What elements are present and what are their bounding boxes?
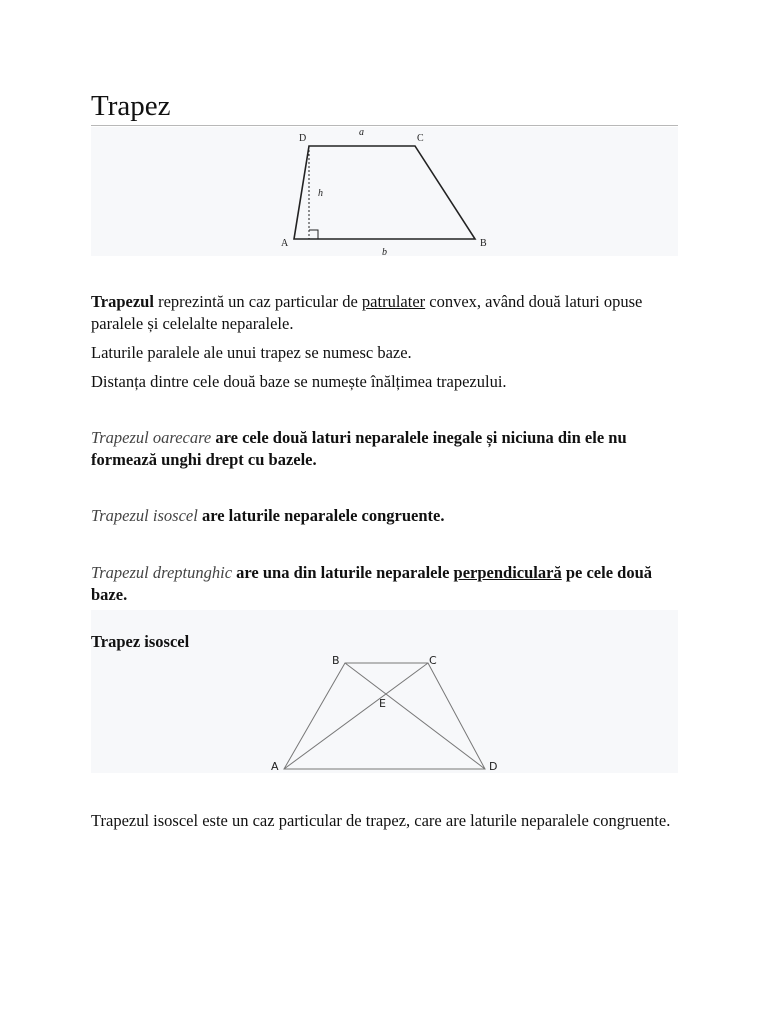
right-angle-marker — [309, 230, 318, 239]
diagonal-ac — [284, 663, 428, 769]
diagonal-bd — [345, 663, 485, 769]
paragraph-height: Distanța dintre cele două baze se numește înălțimea trapezului. — [91, 372, 507, 391]
vertex-label-d: D — [489, 760, 498, 773]
dreptunghic-text-1: are una din laturile neparalele — [232, 563, 454, 582]
paragraph-bases: Laturile paralele ale unui trapez se numesc baze. — [91, 343, 412, 362]
term-trapezul-oarecare: Trapezul oarecare — [91, 428, 212, 447]
isosceles-trapezoid-shape — [284, 663, 485, 769]
oarecare-text: are cele două laturi neparalele inegale și niciuna din ele nu formează unghi drept cu bazele. — [91, 428, 627, 469]
paragraph-definition — [91, 291, 671, 335]
link-perpendiculara[interactable]: perpendiculară — [453, 563, 562, 582]
definition-text-2: convex, având două laturi opuse paralele și celelalte neparalele. — [91, 292, 643, 333]
paragraph-trapez-dreptunghic — [91, 562, 671, 606]
term-trapezul: Trapezul — [91, 292, 154, 311]
paragraph-trapez-isoscel — [91, 505, 671, 527]
figure-caption-trapez-isoscel: Trapez isoscel — [91, 632, 190, 651]
link-patrulater[interactable]: patrulater — [361, 292, 426, 311]
term-trapezul-isoscel: Trapezul isoscel — [91, 506, 198, 525]
trapezoid-figure — [91, 127, 678, 256]
vertex-label-b: B — [332, 654, 340, 667]
side-label-b: b — [382, 247, 387, 256]
term-trapezul-dreptunghic: Trapezul dreptunghic — [91, 563, 233, 582]
isosceles-trapezoid-diagram — [91, 610, 678, 773]
vertex-label-c: C — [417, 133, 424, 144]
vertex-label-b: B — [480, 238, 487, 249]
paragraph-isoscel-definition: Trapezul isoscel este un caz particular de trapez, care are laturile neparalele congruente. — [91, 811, 671, 830]
intersection-label-e: E — [379, 697, 386, 710]
isoscel-text: are laturile neparalele congruente. — [197, 506, 445, 525]
vertex-label-a: A — [281, 238, 289, 249]
definition-text-1: reprezintă un caz particular de — [153, 292, 362, 311]
isosceles-trapezoid-figure — [91, 610, 678, 773]
vertex-label-a: A — [271, 760, 279, 773]
title-divider — [91, 125, 678, 126]
dreptunghic-text-2: pe cele două baze. — [91, 563, 653, 604]
paragraph-trapez-oarecare — [91, 427, 671, 471]
trapezoid-diagram — [91, 127, 678, 256]
vertex-label-c: C — [429, 654, 437, 667]
page-title: Trapez — [91, 90, 171, 122]
height-label-h: h — [318, 188, 323, 199]
vertex-label-d: D — [299, 133, 307, 144]
side-label-a: a — [359, 127, 364, 138]
